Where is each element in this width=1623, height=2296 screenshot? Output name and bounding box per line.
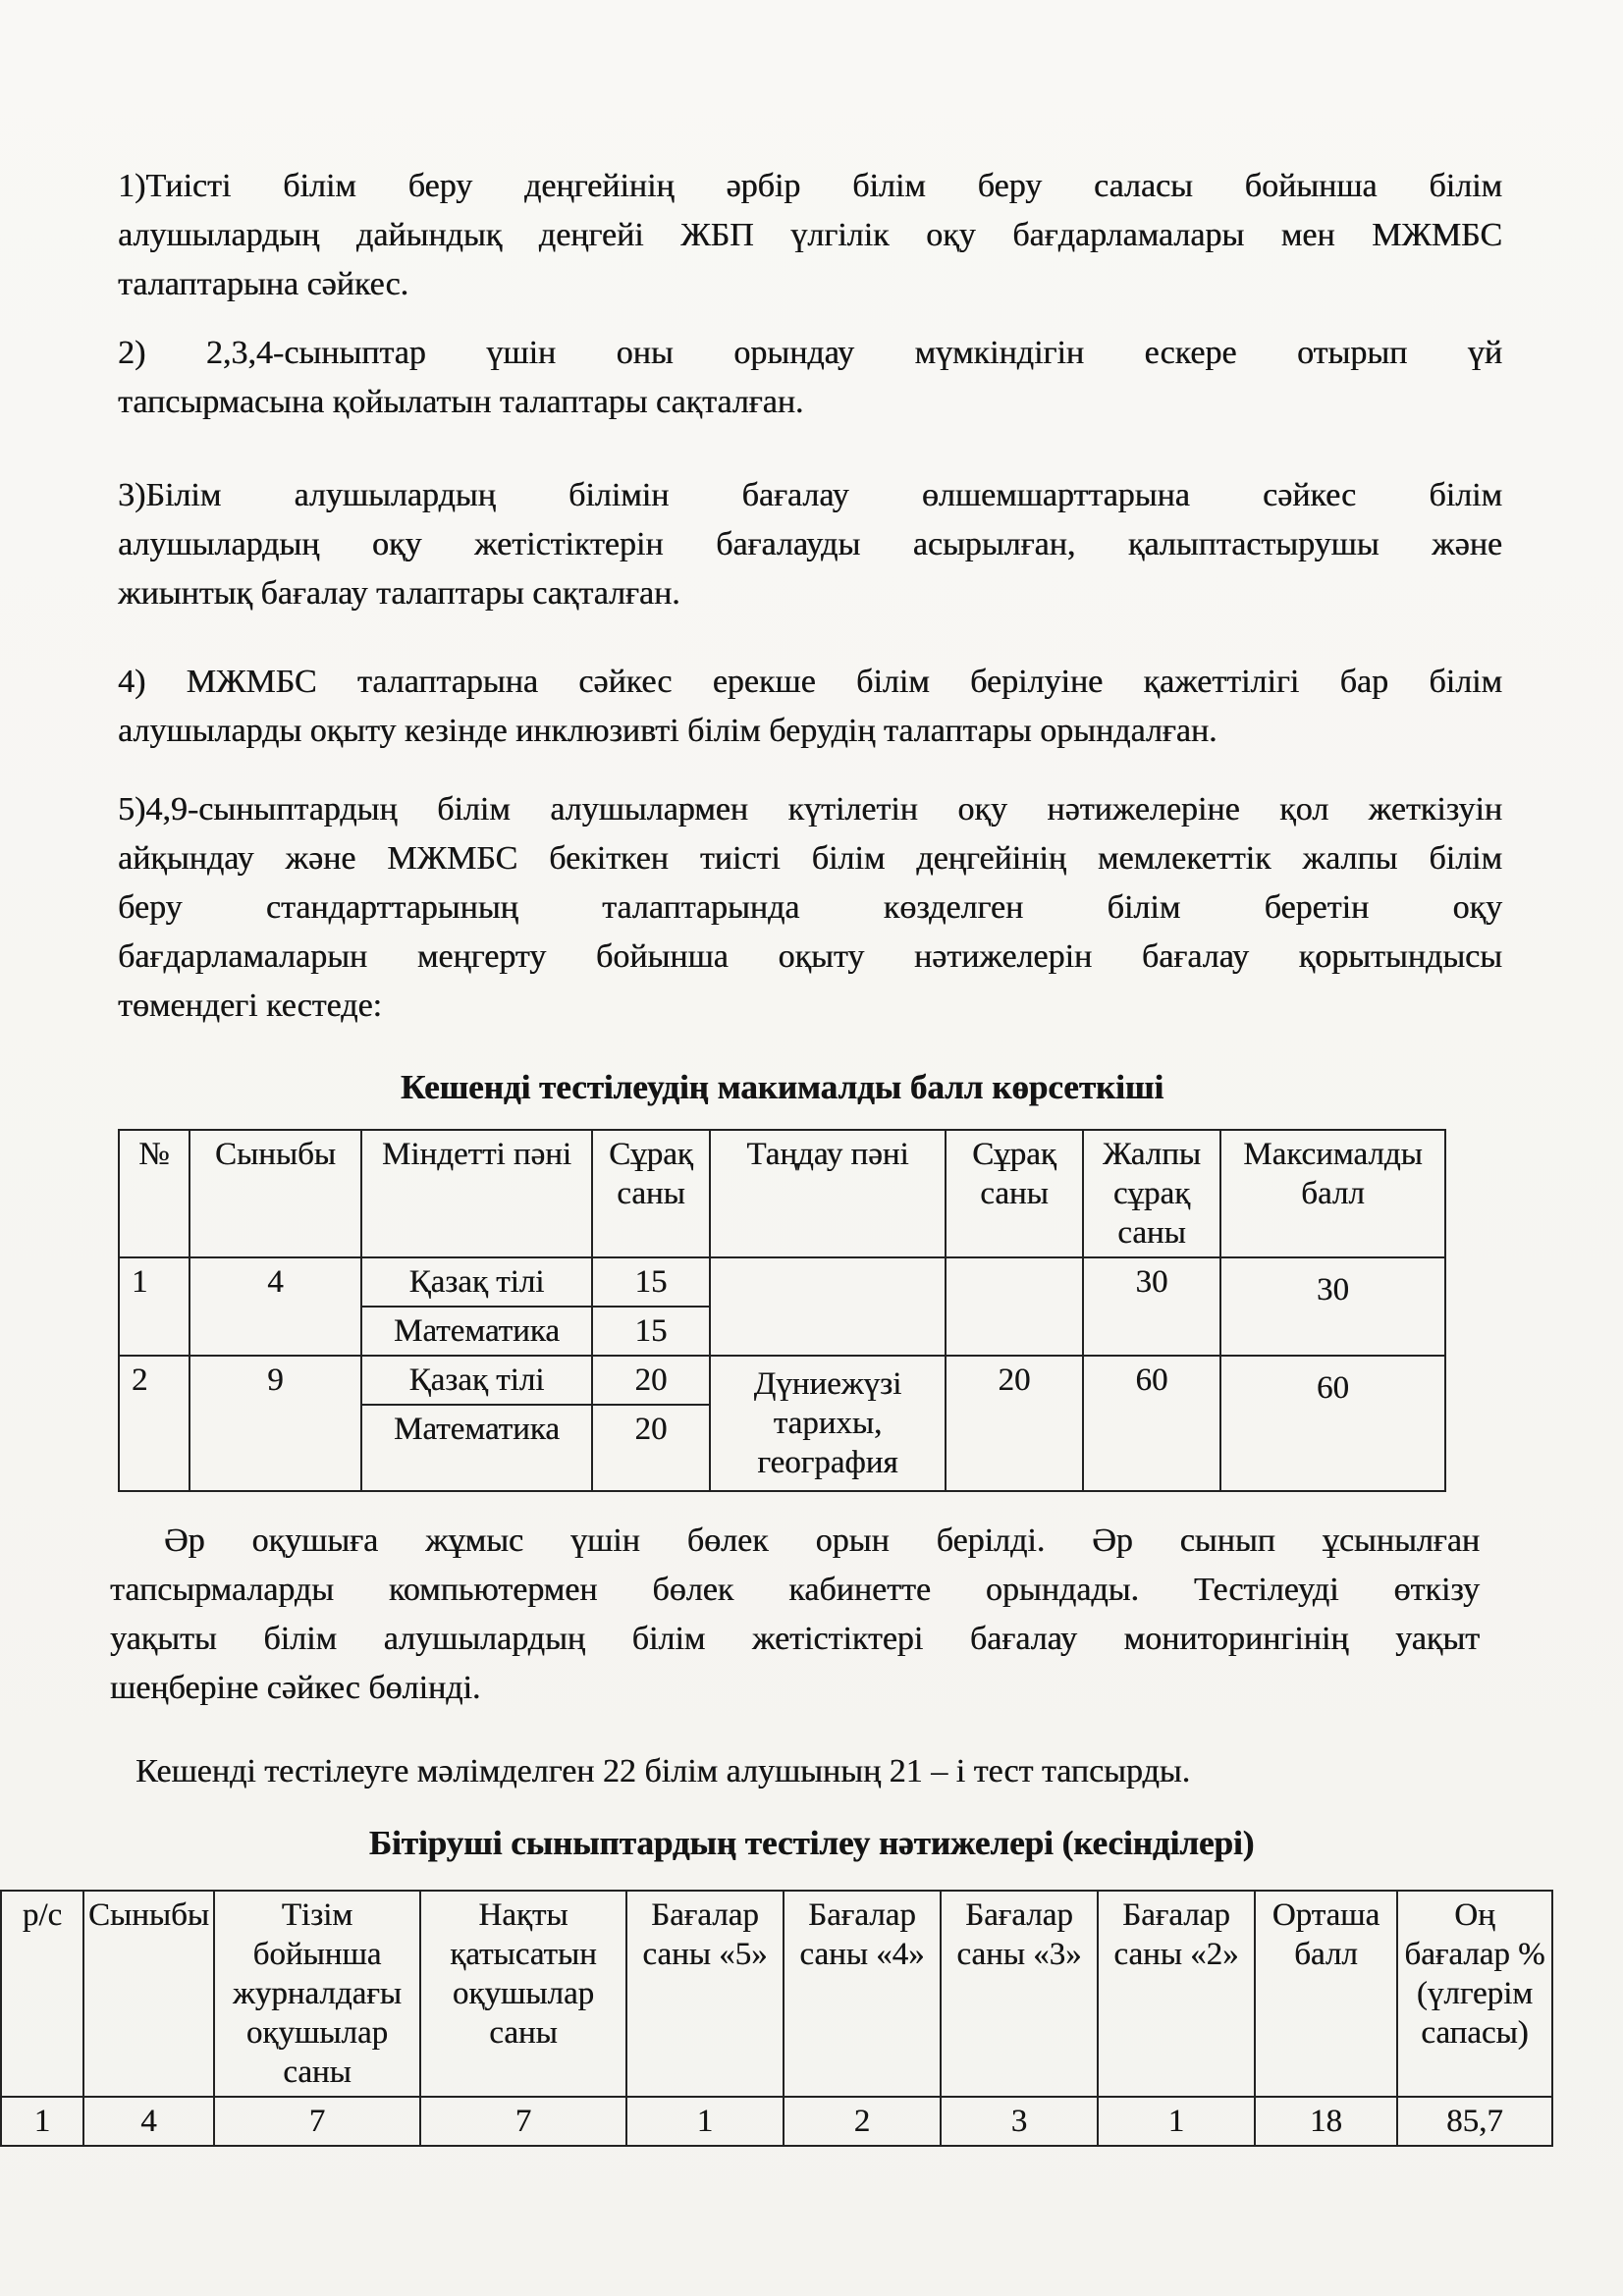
- table-cell: 18: [1255, 2097, 1397, 2146]
- table-header: Бағалар саны «3»: [941, 1891, 1098, 2097]
- table-header: р/с: [1, 1891, 83, 2097]
- table-cell: Математика: [361, 1405, 592, 1491]
- table-cell: Дүниежүзі тарихы, география: [710, 1356, 946, 1491]
- table-cell: 1: [626, 2097, 784, 2146]
- table-cell: 7: [214, 2097, 420, 2146]
- table-header: Міндетті пәні: [361, 1130, 592, 1257]
- table-row: [1, 2097, 1552, 2146]
- table-header-row: [119, 1130, 1445, 1257]
- table-cell: 60: [1083, 1356, 1220, 1491]
- table-header: Сұрақ саны: [592, 1130, 710, 1257]
- paragraph-5: [118, 785, 1502, 1031]
- text-line: бағдарламаларын меңгерту бойынша оқыту нәтижелерін бағалау қорытындысы: [118, 938, 1502, 975]
- text-line: 5)4,9-сыныптардың білім алушылармен күтілетін оқу нәтижелеріне қол жеткізуін: [118, 791, 1502, 828]
- table-cell: 1: [1, 2097, 83, 2146]
- text-line: 3)Білім алушылардың білімін бағалау өлшемшарттарына сәйкес білім: [118, 477, 1502, 513]
- text-line: алушылардың дайындық деңгейі ЖБП үлгілік оқу бағдарламалары мен МЖМБС: [118, 217, 1502, 253]
- text-line: алушылардың оқу жетістіктерін бағалауды асырылған, қалыптастырушы және: [118, 526, 1502, 562]
- table-row: [119, 1356, 1445, 1405]
- table-cell: 15: [592, 1307, 710, 1356]
- text-line: Кешенді тестілеуге мәлімделген 22 білім алушының 21 – і тест тапсырды.: [135, 1753, 1191, 1789]
- table-header: Сұрақ саны: [946, 1130, 1083, 1257]
- table-header: Орташа балл: [1255, 1891, 1397, 2097]
- text-line: төмендегі кестеде:: [118, 988, 382, 1024]
- table-cell: 9: [189, 1356, 361, 1491]
- table-cell: Қазақ тілі: [361, 1257, 592, 1307]
- table-cell: 60: [1220, 1356, 1445, 1491]
- results-table: [0, 1890, 1553, 2147]
- text-line: алушыларды оқыту кезінде инклюзивті білім берудің талаптары орындалған.: [118, 713, 1217, 749]
- text-line: жиынтық бағалау талаптары сақталған.: [118, 575, 680, 612]
- text-line: беру стандарттарының талаптарында көзделген білім беретін оқу: [118, 889, 1502, 926]
- table-cell: 1: [1098, 2097, 1255, 2146]
- table2-title: Бітіруші сыныптардың тестілеу нәтижелері (кесінділері): [368, 1824, 1255, 1862]
- table-header: №: [119, 1130, 189, 1257]
- table-header-row: [1, 1891, 1552, 2097]
- paragraph-3: [118, 471, 1502, 618]
- paragraph-7: [135, 1747, 1412, 1796]
- table-header: Жалпы сұрақ саны: [1083, 1130, 1220, 1257]
- text-line: 2) 2,3,4-сыныптар үшін оны орындау мүмкіндігін ескере отырып үй: [118, 335, 1502, 371]
- table-cell: 15: [592, 1257, 710, 1307]
- table-cell: 4: [189, 1257, 361, 1356]
- table-header: Максималды балл: [1220, 1130, 1445, 1257]
- table-cell: 2: [784, 2097, 941, 2146]
- table1-title: Кешенді тестілеудің макималды балл көрсеткіші: [400, 1068, 1164, 1106]
- table-header: Нақты қатысатын оқушылар саны: [420, 1891, 626, 2097]
- text-line: тапсырмаларды компьютермен бөлек кабинетте орындады. Тестілеуді өткізу: [110, 1572, 1480, 1608]
- table-cell: 20: [592, 1405, 710, 1491]
- text-line: Әр оқушыға жұмыс үшін бөлек орын берілді. Әр сынып ұсынылған: [164, 1522, 1480, 1559]
- max-score-table: [118, 1129, 1446, 1492]
- table-header: Сыныбы: [83, 1891, 214, 2097]
- table-header: Оң бағалар % (үлгерім сапасы): [1397, 1891, 1552, 2097]
- text-line: уақыты білім алушылардың білім жетістіктері бағалау мониторингінің уақыт: [110, 1621, 1480, 1657]
- text-line: тапсырмасына қойылатын талаптары сақталған.: [118, 384, 804, 420]
- table-cell: 20: [592, 1356, 710, 1405]
- table-header: Бағалар саны «4»: [784, 1891, 941, 2097]
- table-cell: 2: [119, 1356, 189, 1491]
- table-cell: Математика: [361, 1307, 592, 1356]
- paragraph-6: [110, 1517, 1480, 1713]
- table-header: Бағалар саны «2»: [1098, 1891, 1255, 2097]
- table-cell: 30: [1083, 1257, 1220, 1356]
- table-cell: 85,7: [1397, 2097, 1552, 2146]
- table-header: Сыныбы: [189, 1130, 361, 1257]
- paragraph-4: [118, 658, 1502, 756]
- text-line: 4) МЖМБС талаптарына сәйкес ерекше білім берілуіне қажеттілігі бар білім: [118, 664, 1502, 700]
- text-line: талаптарына сәйкес.: [118, 266, 409, 302]
- table-header: Бағалар саны «5»: [626, 1891, 784, 2097]
- text-line: шеңберіне сәйкес бөлінді.: [110, 1670, 481, 1706]
- text-line: айқындау және МЖМБС бекіткен тиісті білім деңгейінің мемлекеттік жалпы білім: [118, 840, 1502, 877]
- paragraph-2: [118, 329, 1502, 427]
- table-cell: 3: [941, 2097, 1098, 2146]
- table-cell: 20: [946, 1356, 1083, 1491]
- table-cell: Қазақ тілі: [361, 1356, 592, 1405]
- table-header: Таңдау пәні: [710, 1130, 946, 1257]
- table-cell: 1: [119, 1257, 189, 1356]
- text-line: 1)Тиісті білім беру деңгейінің әрбір білім беру саласы бойынша білім: [118, 168, 1502, 204]
- table-cell: 7: [420, 2097, 626, 2146]
- table-cell: [946, 1257, 1083, 1356]
- table-cell: 30: [1220, 1257, 1445, 1356]
- table-cell: [710, 1257, 946, 1356]
- paragraph-1: [118, 162, 1502, 309]
- table-header: Тізім бойынша журналдағы оқушылар саны: [214, 1891, 420, 2097]
- table-row: [119, 1257, 1445, 1307]
- table-cell: 4: [83, 2097, 214, 2146]
